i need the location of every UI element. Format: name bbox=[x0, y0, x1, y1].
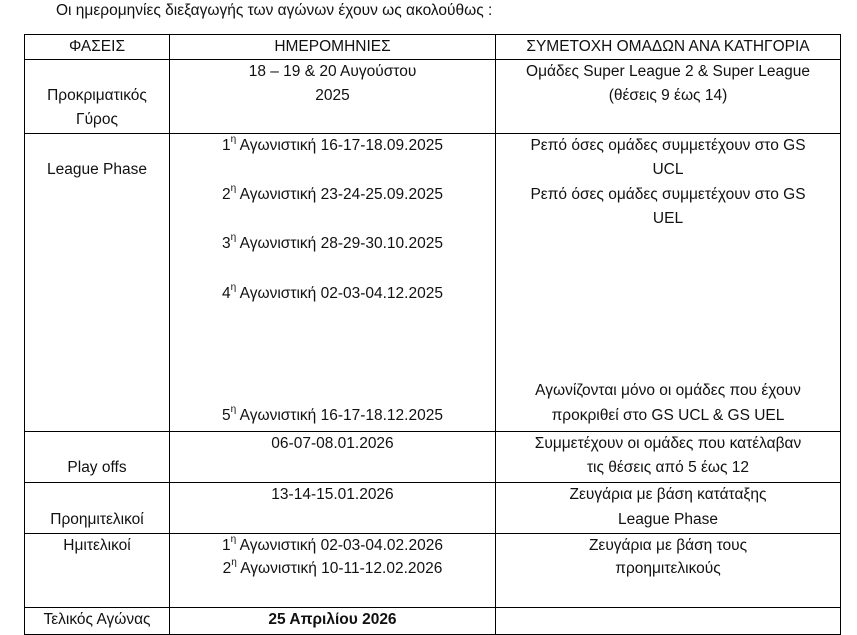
participation-line: προκριθεί στο GS UCL & GS UEL bbox=[551, 407, 785, 424]
participation-line: τις θέσεις από 5 έως 12 bbox=[586, 459, 750, 476]
table-row bbox=[25, 60, 841, 134]
date-line: 18 – 19 & 20 Αυγούστου bbox=[248, 63, 417, 80]
participation-line: Ρεπό όσες ομάδες συμμετέχουν στο GS bbox=[530, 186, 806, 203]
participation-cell bbox=[496, 608, 841, 635]
final-date: 25 Απριλίου 2026 bbox=[268, 611, 397, 628]
table-row bbox=[25, 534, 841, 608]
phase-line: Προκριματικός bbox=[47, 87, 147, 104]
table-row bbox=[25, 608, 841, 635]
table-row bbox=[25, 483, 841, 534]
phase-cell bbox=[25, 608, 170, 635]
participation-line: προημιτελικούς bbox=[615, 560, 721, 577]
phase-line: Play offs bbox=[67, 459, 127, 476]
participation-cell bbox=[496, 534, 841, 608]
phase-line: Τελικός Αγώνας bbox=[43, 611, 151, 628]
participation-line: Ομάδες Super League 2 & Super League bbox=[526, 63, 810, 80]
dates-cell bbox=[170, 534, 496, 608]
phase-cell bbox=[25, 483, 170, 534]
phase-line: Ημιτελικοί bbox=[63, 537, 131, 554]
phase-line: Γύρος bbox=[76, 111, 118, 128]
participation-line: Ζευγάρια με βάση τους bbox=[588, 537, 748, 554]
date-line: 2025 bbox=[315, 87, 350, 104]
matchday-line: $2^\eta$ Αγωνιστική 23-24-25.09.2025 bbox=[222, 182, 443, 203]
phase-line: League Phase bbox=[47, 161, 147, 178]
dates-cell bbox=[170, 60, 496, 134]
participation-line: League Phase bbox=[618, 511, 718, 528]
header-dates: ΗΜΕΡΟΜΗΝΙΕΣ bbox=[170, 35, 496, 60]
participation-cell bbox=[496, 432, 841, 483]
dates-cell bbox=[170, 432, 496, 483]
participation-cell bbox=[496, 483, 841, 534]
matchday-line: $1^\eta$ Αγωνιστική 02-03-04.02.2026 bbox=[222, 533, 443, 554]
schedule-table bbox=[24, 34, 841, 635]
header-phases: ΦΑΣΕΙΣ bbox=[25, 35, 170, 60]
dates-cell bbox=[170, 483, 496, 534]
participation-line: (θέσεις 9 έως 14) bbox=[608, 87, 728, 104]
date-line: 06-07-08.01.2026 bbox=[271, 435, 394, 452]
table-header-row bbox=[25, 35, 841, 60]
participation-line: UCL bbox=[652, 161, 684, 178]
phase-line: Προημιτελικοί bbox=[50, 511, 144, 528]
matchday-line: $3^\eta$ Αγωνιστική 28-29-30.10.2025 bbox=[222, 231, 443, 252]
participation-line: UEL bbox=[652, 210, 684, 227]
table-row bbox=[25, 432, 841, 483]
dates-cell bbox=[170, 608, 496, 635]
phase-cell bbox=[25, 432, 170, 483]
participation-line: Αγωνίζονται μόνο οι ομάδες που έχουν bbox=[535, 382, 801, 399]
matchday-line: $5^\eta$ Αγωνιστική 16-17-18.12.2025 bbox=[222, 403, 443, 424]
dates-cell bbox=[170, 134, 496, 432]
matchday-line: $4^\eta$ Αγωνιστική 02-03-04.12.2025 bbox=[222, 281, 443, 302]
phase-cell bbox=[25, 534, 170, 608]
phase-cell bbox=[25, 134, 170, 432]
header-participation: ΣΥΜΕΤΟΧΗ ΟΜΑΔΩΝ ΑΝΑ ΚΑΤΗΓΟΡΙΑ bbox=[496, 35, 841, 60]
matchday-line: $1^\eta$ Αγωνιστική 16-17-18.09.2025 bbox=[222, 133, 443, 154]
intro-text: Οι ημερομηνίες διεξαγωγής των αγώνων έχουν ως ακολούθως : bbox=[56, 2, 493, 19]
participation-line: Ζευγάρια με βάση κατάταξης bbox=[569, 486, 767, 503]
participation-line: Συμμετέχουν οι ομάδες που κατέλαβαν bbox=[534, 435, 802, 452]
phase-cell bbox=[25, 60, 170, 134]
participation-cell bbox=[496, 134, 841, 432]
participation-cell bbox=[496, 60, 841, 134]
matchday-line: $2^\eta$ Αγωνιστική 10-11-12.02.2026 bbox=[222, 556, 443, 577]
participation-line: Ρεπό όσες ομάδες συμμετέχουν στο GS bbox=[530, 137, 806, 154]
date-line: 13-14-15.01.2026 bbox=[271, 486, 394, 503]
table-row bbox=[25, 134, 841, 432]
